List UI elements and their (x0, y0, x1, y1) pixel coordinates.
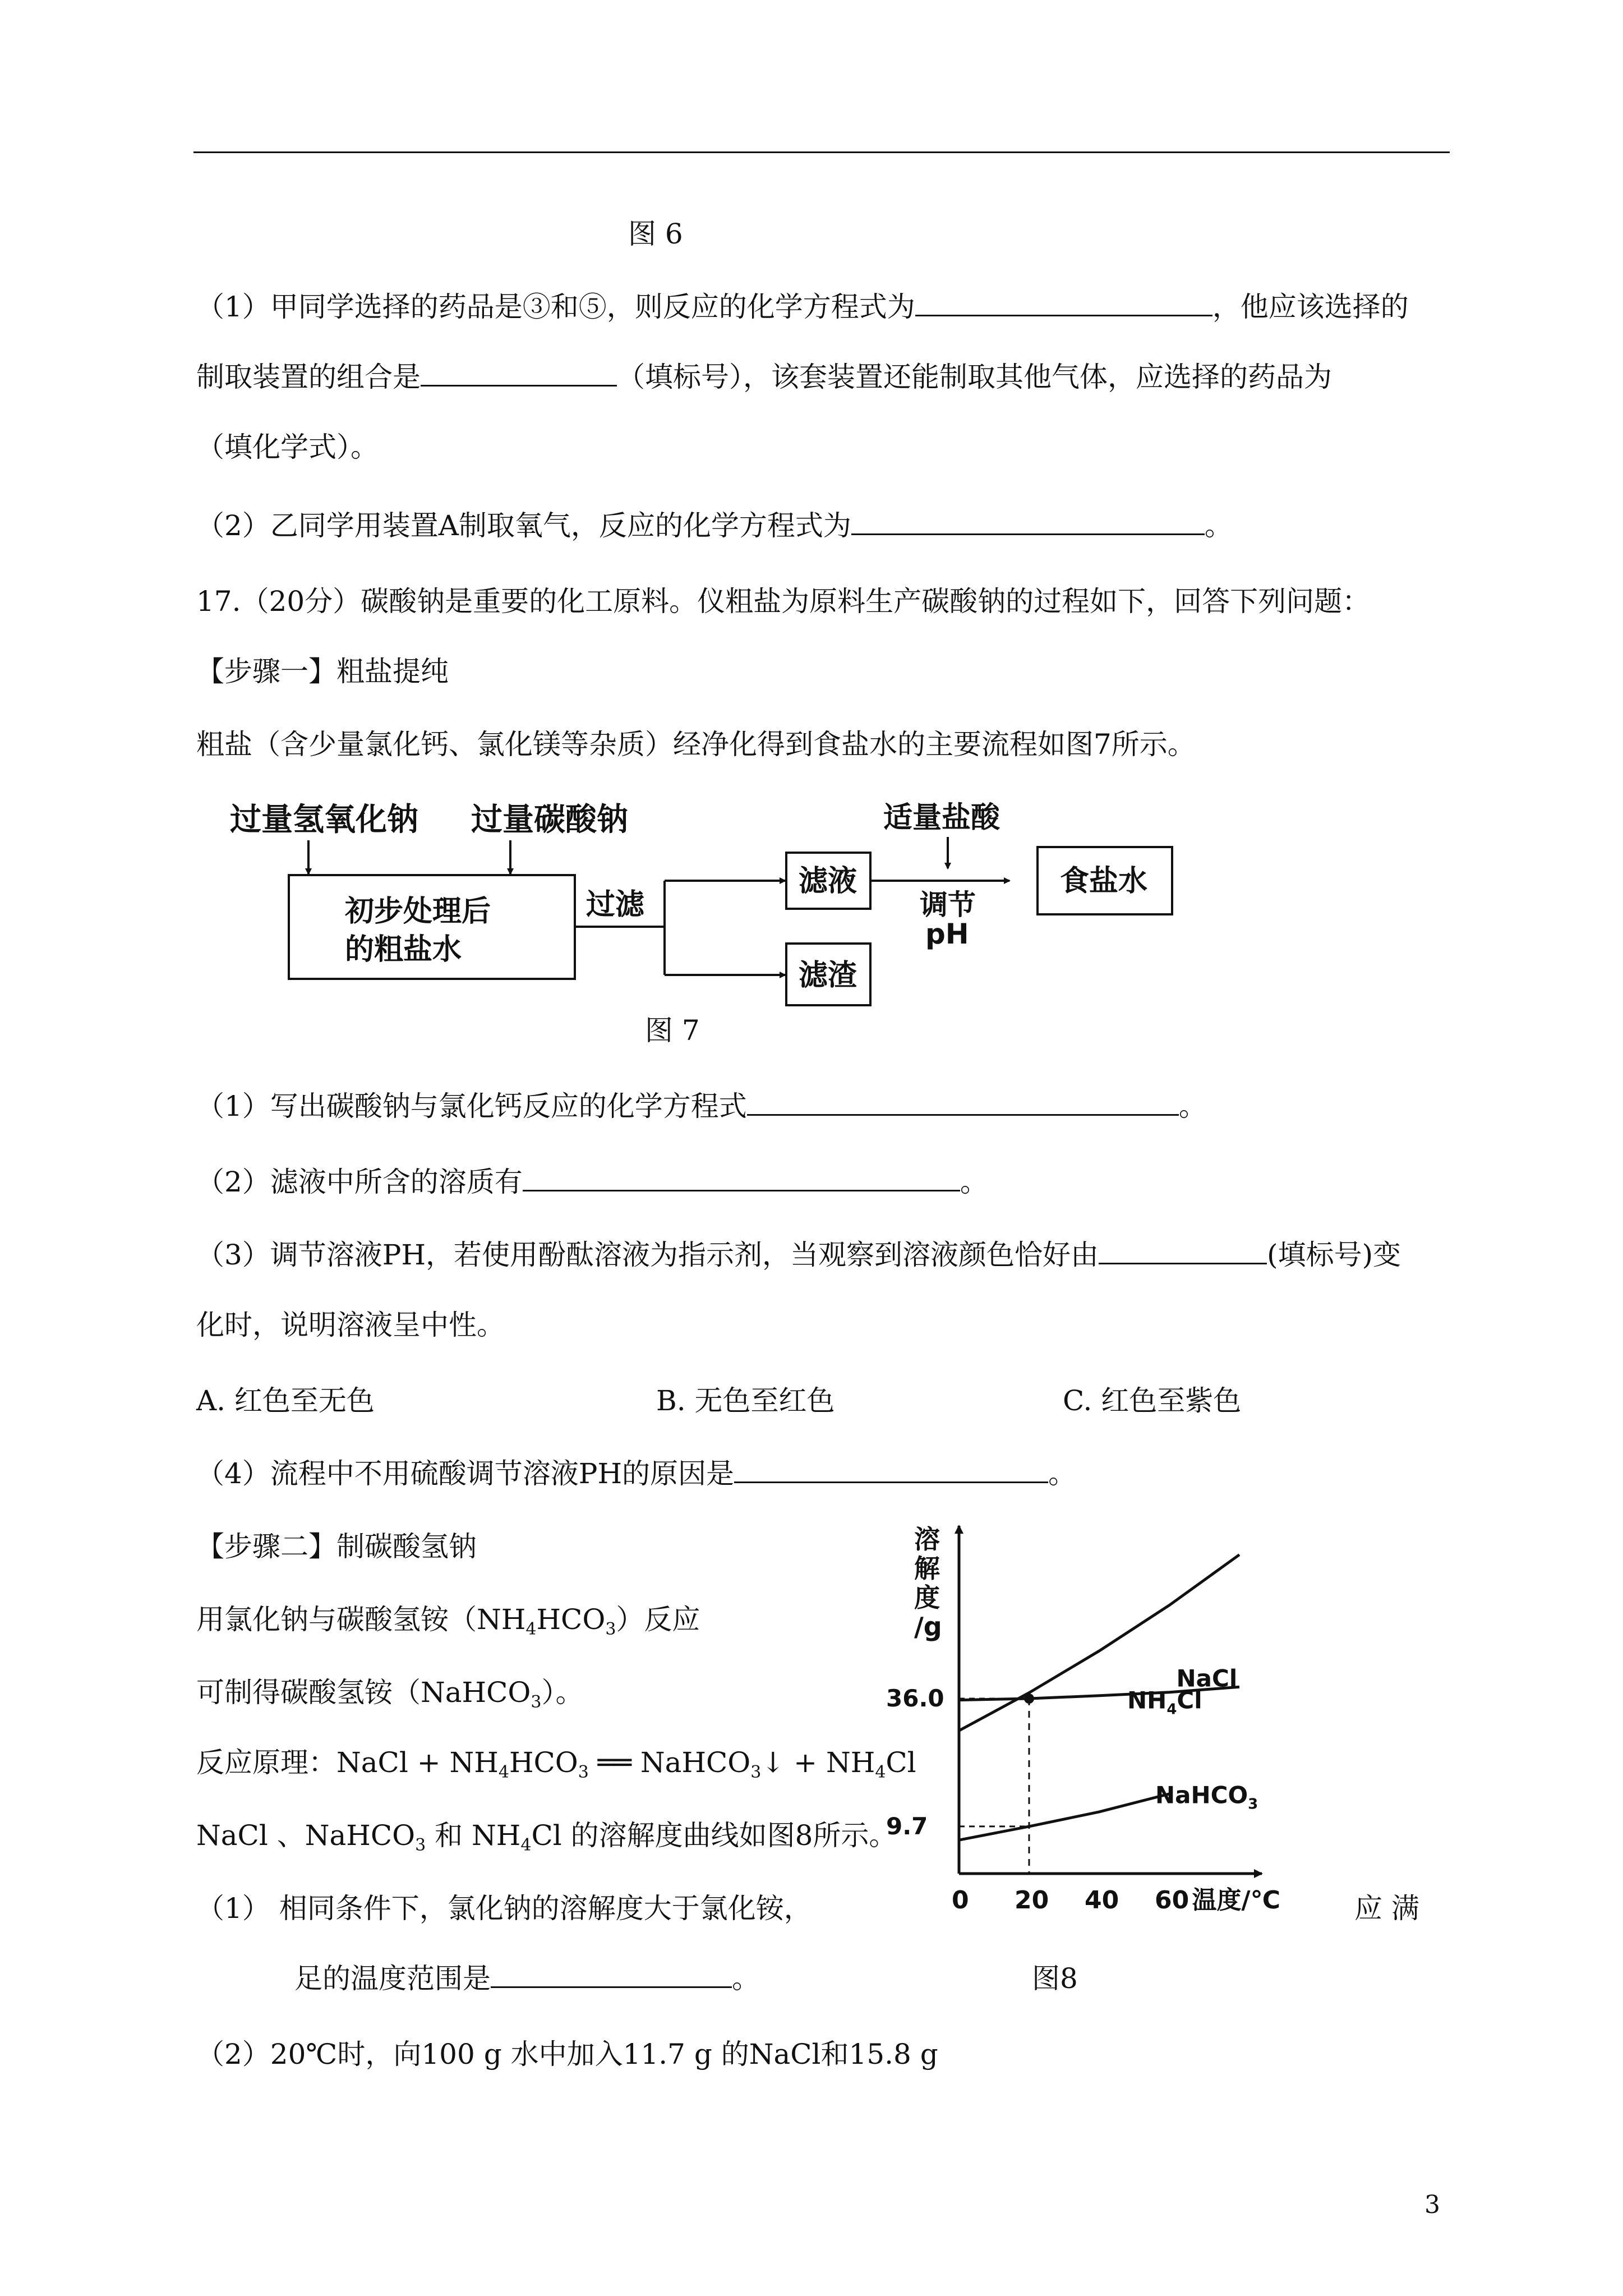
header-rule (193, 151, 1450, 153)
series-label-nh4cl: $NH_4Cl$ (1127, 1686, 1202, 1718)
x-tick-label: 0 (952, 1886, 969, 1915)
page-number: 3 (1424, 2191, 1440, 2219)
step1-q4: （4）流程中不用硫酸调节溶液PH的原因是 。 (196, 1456, 1076, 1492)
y-axis-label-part: 度 (914, 1582, 940, 1613)
step1-q2: （2）滤液中所含的溶质有 。 (196, 1164, 988, 1200)
acid-label: 适量盐酸 (883, 801, 1000, 835)
x-axis-label: 温度/℃ (1192, 1886, 1280, 1915)
answer-blank[interactable] (491, 1961, 732, 1988)
figure-8-caption: 图8 (1032, 1962, 1078, 1995)
flow-chart-figure-7 (224, 797, 1189, 1021)
step1-heading: 【步骤一】粗盐提纯 (196, 655, 449, 688)
residue-label: 滤渣 (799, 959, 857, 992)
solubility-curves-intro: NaCl 、NaHCO$_3$ 和 $NH_4Cl$ 的溶解度曲线如图8所示。 (196, 1819, 897, 1855)
answer-blank[interactable] (523, 1164, 960, 1191)
step2-q1-line1: （1） 相同条件下，氯化钠的溶解度大于氯化铵， (196, 1892, 812, 1925)
figure-7-caption: 图 7 (645, 1014, 700, 1047)
q16-part1-line3: （填化学式）。 (196, 431, 379, 463)
y-axis-label-part: 解 (914, 1553, 940, 1584)
step2-line1: 用氯化钠与碳酸氢铵$(NH_4HCO_3)$反应 (196, 1603, 700, 1639)
option-b: B. 无色至红色 (656, 1384, 835, 1417)
x-tick-label: 40 (1085, 1886, 1119, 1915)
reaction-principle: 反应原理：NaCl + $NH_4HCO_3$ ══ NaHCO$_3$↓ + $NH_4Cl$ (196, 1746, 916, 1782)
answer-blank[interactable] (734, 1456, 1048, 1483)
filtrate-label: 滤液 (799, 864, 857, 898)
step2-q1-tail: 应 满 (1354, 1892, 1419, 1925)
reagent-naoh-label: 过量氢氧化钠 (230, 802, 418, 838)
series-label-nacl: NaCl (1176, 1664, 1238, 1692)
step1-q3-line2: 化时，说明溶液呈中性。 (196, 1309, 505, 1341)
answer-blank[interactable] (851, 508, 1205, 535)
q17-title: 17.（20分）碳酸钠是重要的化工原料。仪粗盐为原料生产碳酸钠的过程如下，回答下列问题： (196, 585, 1371, 618)
figure-6-caption: 图 6 (628, 218, 683, 250)
reagent-na2co3-label: 过量碳酸钠 (471, 802, 628, 838)
x-tick-label: 20 (1015, 1886, 1049, 1915)
intersection-point (1024, 1694, 1034, 1704)
y-tick-label: 9.7 (886, 1812, 928, 1840)
q16-part2-line: （2）乙同学用装置A制取氧气，反应的化学方程式为 。 (196, 508, 1233, 544)
series-line-nahco3 (959, 1794, 1169, 1840)
box-crude-brine-line1: 初步处理后 (345, 895, 491, 928)
step2-heading: 【步骤二】制碳酸氢钠 (196, 1530, 477, 1563)
answer-blank[interactable] (747, 1088, 1179, 1116)
adjust-label-line2: pH (925, 918, 969, 950)
step1-intro: 粗盐（含少量氯化钙、氯化镁等杂质）经净化得到食盐水的主要流程如图7所示。 (196, 728, 1196, 761)
adjust-label-line1: 调节 (920, 889, 976, 921)
q16-part1-line1: （1）甲同学选择的药品是③和⑤，则反应的化学方程式为 ，他应该选择的 (196, 289, 1409, 325)
answer-blank[interactable] (915, 289, 1212, 316)
step2-q1-line2: 足的温度范围是 。 (294, 1961, 760, 1996)
chart-labels (886, 1524, 1280, 1915)
x-tick-label: 60 (1155, 1886, 1189, 1915)
box-crude-brine-line2: 的粗盐水 (345, 933, 462, 967)
q16-part1-line2: 制取装置的组合是 （填标号），该套装置还能制取其他气体，应选择的药品为 (196, 359, 1332, 395)
step1-q3-line1: （3）调节溶液PH，若使用酚酞溶液为指示剂，当观察到溶液颜色恰好由 (填标号)变 (196, 1237, 1401, 1273)
filter-label: 过滤 (586, 888, 645, 922)
y-axis-label-part: /g (914, 1612, 942, 1642)
step2-line2: 可制得碳酸氢铵（NaHCO$_3$）。 (196, 1676, 584, 1712)
solubility-chart-figure-8 (875, 1515, 1280, 1930)
y-axis-label-part: 溶 (914, 1524, 940, 1554)
series-label-nahco3: NaHCO$_3$ (1155, 1781, 1258, 1813)
product-label: 食盐水 (1060, 864, 1148, 898)
y-tick-label: 36.0 (886, 1685, 944, 1712)
option-c: C. 红色至紫色 (1063, 1384, 1242, 1417)
answer-blank[interactable] (1099, 1237, 1267, 1264)
answer-blank[interactable] (421, 359, 617, 386)
step2-q2: （2）20℃时，向100 g 水中加入11.7 g 的NaCl和15.8 g (196, 2038, 938, 2070)
option-a: A. 红色至无色 (196, 1384, 375, 1417)
step1-q1: （1）写出碳酸钠与氯化钙反应的化学方程式 。 (196, 1088, 1207, 1124)
